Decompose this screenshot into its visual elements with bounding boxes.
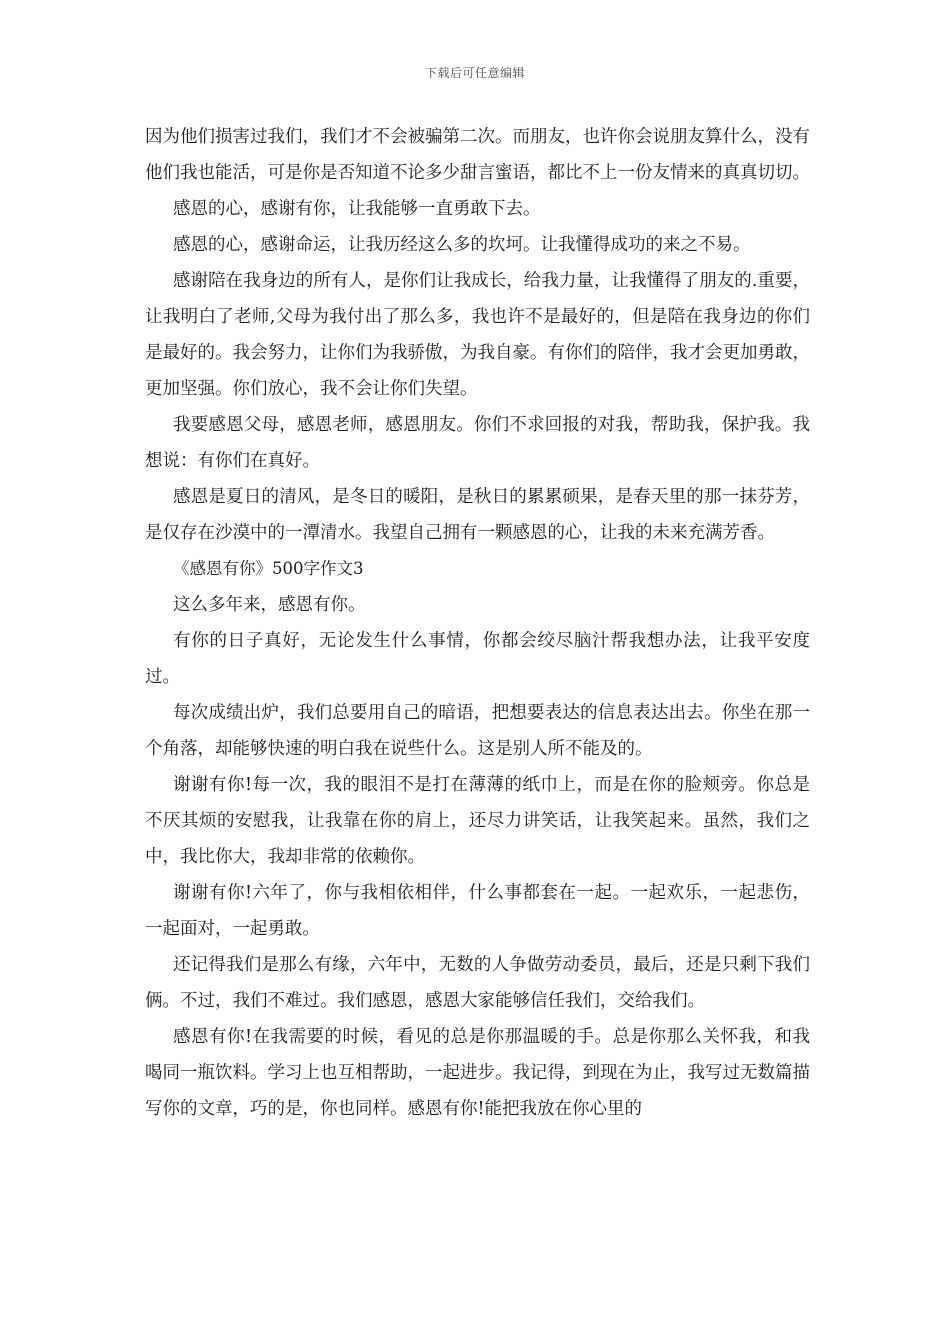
paragraph: 感恩有你!在我需要的时候，看见的总是你那温暖的手。总是你那么关怀我，和我喝同一瓶饮料。学习上也互相帮助，一起进步。我记得，到现在为止，我写过无数篇描写你的文章，巧的是，你也同样。感恩有你!能把我放在你心里的 <box>145 1027 810 1119</box>
paragraph: 感恩的心，感谢有你，让我能够一直勇敢下去。 <box>173 199 541 219</box>
paragraph: 还记得我们是那么有缘，六年中，无数的人争做劳动委员，最后，还是只剩下我们俩。不过，我们不难过。我们感恩，感恩大家能够信任我们，交给我们。 <box>145 955 810 1011</box>
paragraph: 每次成绩出炉，我们总要用自己的暗语，把想要表达的信息表达出去。你坐在那一个角落，却能够快速的明白我在说些什么。这是别人所不能及的。 <box>145 703 810 759</box>
paragraph: 这么多年来，感恩有你。 <box>173 595 366 615</box>
paragraph: 感恩是夏日的清风，是冬日的暖阳，是秋日的累累硕果，是春天里的那一抹芬芳，是仅存在沙漠中的一潭清水。我望自己拥有一颗感恩的心，让我的未来充满芳香。 <box>145 487 810 543</box>
paragraph: 有你的日子真好，无论发生什么事情，你都会绞尽脑汁帮我想办法，让我平安度过。 <box>145 631 810 687</box>
document-body <box>145 119 810 1127</box>
paragraph: 因为他们损害过我们，我们才不会被骗第二次。而朋友，也许你会说朋友算什么，没有他们我也能活，可是你是否知道不论多少甜言蜜语，都比不上一份友情来的真真切切。 <box>145 127 810 183</box>
section-title: 《感恩有你》500字作文3 <box>173 559 364 578</box>
paragraph: 感恩的心，感谢命运，让我历经这么多的坎坷。让我懂得成功的来之不易。 <box>173 235 751 255</box>
paragraph: 谢谢有你!每一次，我的眼泪不是打在薄薄的纸巾上，而是在你的脸颊旁。你总是不厌其烦的安慰我，让我靠在你的肩上，还尽力讲笑话，让我笑起来。虽然，我们之中，我比你大，我却非常的依赖你。 <box>145 775 810 867</box>
paragraph: 我要感恩父母，感恩老师，感恩朋友。你们不求回报的对我，帮助我，保护我。我想说：有你们在真好。 <box>145 415 810 471</box>
paragraph: 谢谢有你!六年了，你与我相依相伴，什么事都套在一起。一起欢乐，一起悲伤，一起面对，一起勇敢。 <box>145 883 810 939</box>
paragraph: 感谢陪在我身边的所有人，是你们让我成长，给我力量，让我懂得了朋友的.重要，让我明白了老师,父母为我付出了那么多，我也许不是最好的，但是陪在我身边的你们是最好的。我会努力，让你们为我骄傲，为我自豪。有你们的陪伴，我才会更加勇敢，更加坚强。你们放心，我不会让你们失望。 <box>145 271 810 399</box>
page-header: 下载后可任意编辑 <box>424 66 525 80</box>
